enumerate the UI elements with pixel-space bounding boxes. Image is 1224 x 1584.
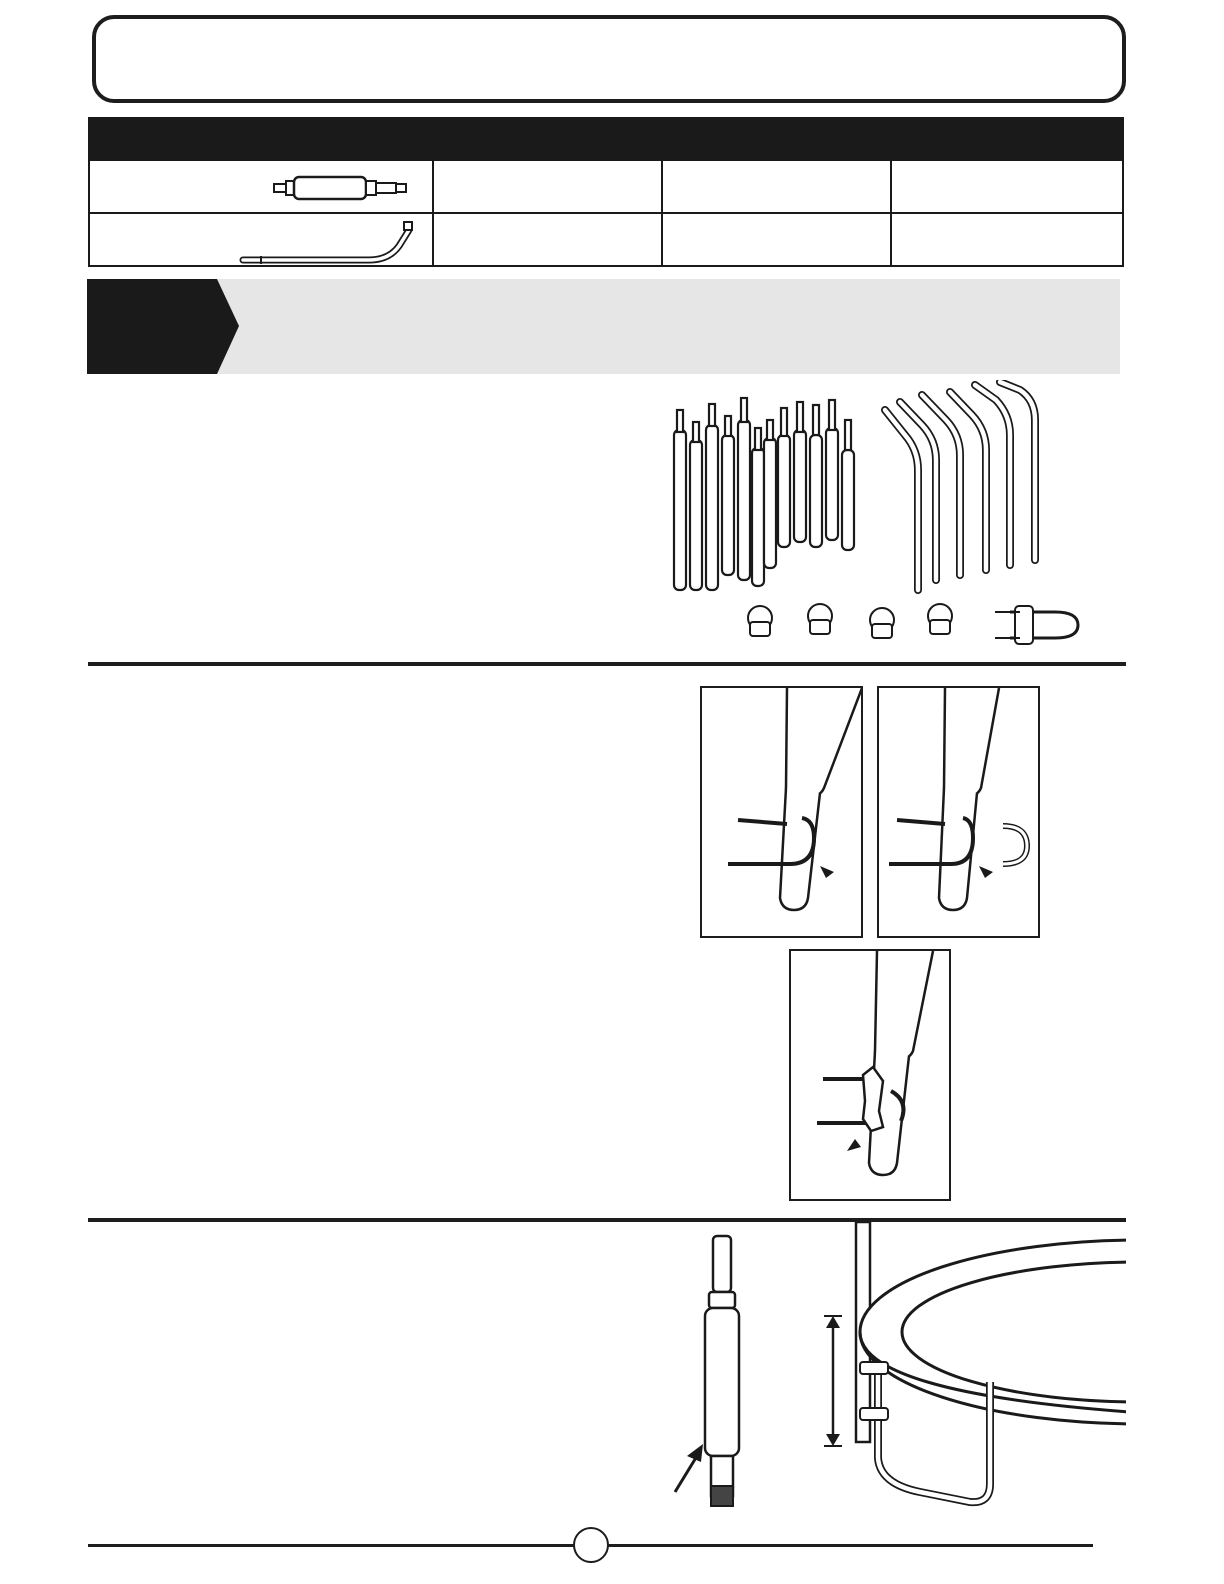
table-cell (433, 160, 662, 213)
trampoline-frame-icon (820, 1222, 1126, 1522)
curved-poles-icon (885, 382, 1035, 590)
table-row (89, 213, 1123, 266)
pole-u-bolt-removed-icon (879, 688, 1038, 936)
straight-poles-icon (674, 398, 854, 590)
part-cell (89, 160, 433, 213)
table-header-cell (891, 118, 1123, 160)
table-header-cell (662, 118, 891, 160)
pole-u-bolt-icon (702, 688, 861, 936)
table-header-cell (433, 118, 662, 160)
page-title-box (92, 15, 1126, 103)
table-cell (662, 213, 891, 266)
pointer-arrow-icon (979, 866, 993, 878)
step-banner (87, 279, 1120, 374)
part-cell (89, 213, 433, 266)
pointer-arrow-icon (847, 1139, 861, 1151)
table-cell (891, 213, 1123, 266)
table-cell (433, 213, 662, 266)
bracket-step-panel-2 (877, 686, 1040, 938)
parts-table (88, 117, 1124, 267)
parts-overview-figure (660, 380, 1090, 655)
parts-table-header (89, 118, 1123, 160)
u-bolt-bracket-icon (995, 606, 1078, 644)
straight-pole-icon (272, 173, 412, 203)
upright-pole-icon (665, 1230, 775, 1512)
foam-clip-icon (748, 604, 952, 638)
table-cell (662, 160, 891, 213)
table-cell (891, 160, 1123, 213)
bracket-step-panel-3 (789, 949, 951, 1201)
pointer-arrow-icon (820, 866, 834, 878)
height-arrow-icon (824, 1316, 842, 1446)
curved-pole-icon (239, 216, 414, 268)
section-divider (88, 662, 1126, 666)
bracket-step-panel-1 (700, 686, 863, 938)
step-number (87, 279, 217, 374)
page-number (573, 1527, 609, 1563)
table-row (89, 160, 1123, 213)
pole-bracket-attached-icon (791, 951, 949, 1199)
table-header-cell (89, 118, 433, 160)
